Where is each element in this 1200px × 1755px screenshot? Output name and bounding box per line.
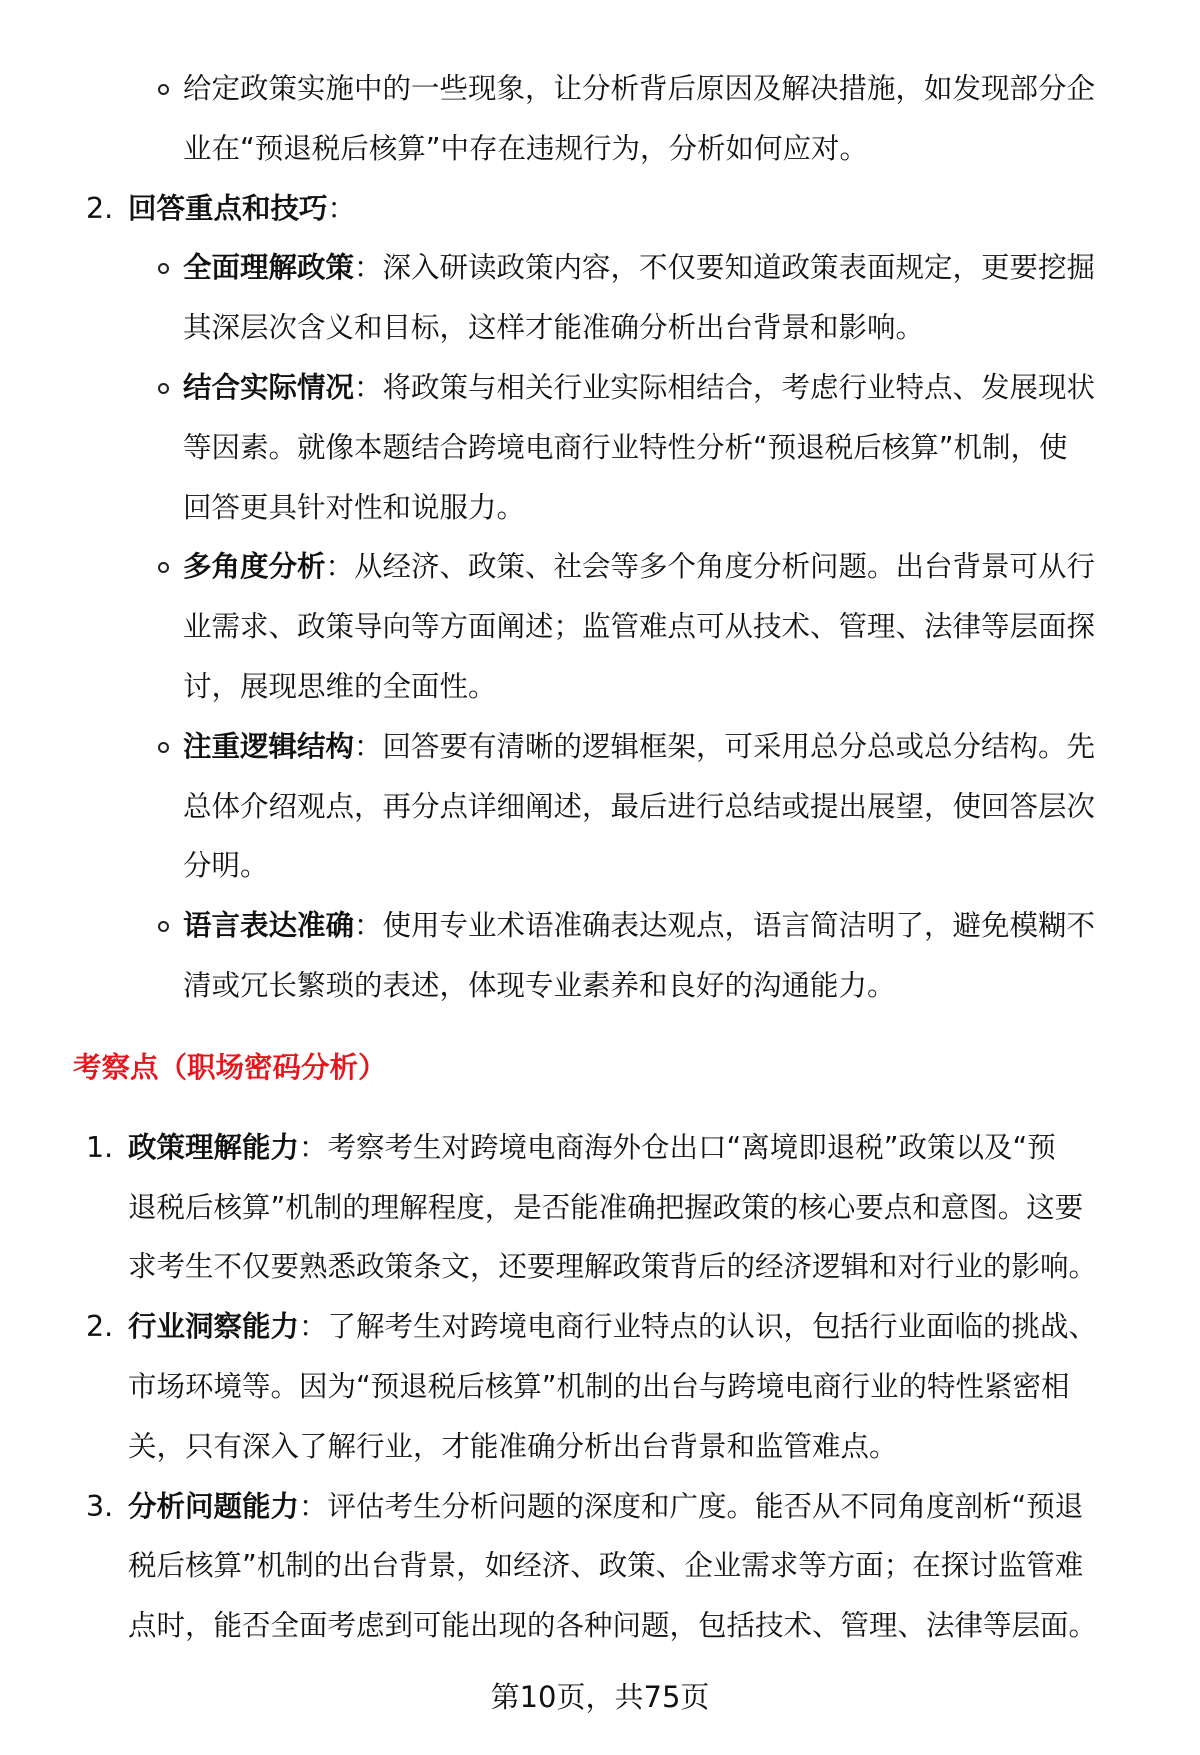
bullet-icon (158, 562, 169, 573)
item-text: ：了解考生对跨境电商行业特点的认识，包括行业面临的挑战、 (299, 1310, 1098, 1344)
item-text: 清或冗长繁琐的表述，体现专业素养和良好的沟通能力。 (183, 969, 896, 1002)
item-text: ：考察考生对跨境电商海外仓出口“离境即退税”政策以及“预 (299, 1130, 1056, 1164)
section-title (128, 189, 356, 229)
section-title-colon: ： (327, 191, 357, 225)
text-line (183, 727, 1095, 767)
item-label: 政策理解能力 (128, 1130, 300, 1164)
item-text: 讨，展现思维的全面性。 (183, 670, 497, 703)
text-line (183, 787, 1095, 827)
item-text: 总体介绍观点，再分点详细阐述，最后进行总结或提出展望，使回答层次 (183, 789, 1096, 823)
text-line (128, 1247, 1097, 1287)
item-text: ：深入研读政策内容，不仅要知道政策表面规定，更要挖掘 (354, 251, 1096, 285)
text-line (183, 547, 1095, 587)
item-text: 市场环境等。因为“预退税后核算”机制的出台与跨境电商行业的特性紧密相 (128, 1370, 1070, 1403)
item-label: 注重逻辑结构 (183, 729, 355, 763)
text-line (128, 1307, 1097, 1347)
text-line (128, 1427, 898, 1467)
section-title-label: 回答重点和技巧 (128, 191, 328, 225)
bullet-icon (158, 921, 169, 932)
item-label: 全面理解政策 (183, 251, 355, 285)
list-number: 2. (86, 1310, 114, 1344)
item-text: 分明。 (183, 849, 269, 883)
item-text: 等因素。就像本题结合跨境电商行业特性分析“预退税后核算”机制，使 (183, 430, 1068, 464)
text-line (183, 368, 1095, 408)
text-line (183, 69, 1095, 109)
text-line (128, 1128, 1056, 1168)
item-text: 关，只有深入了解行业，才能准确分析出台背景和监管难点。 (128, 1429, 898, 1463)
bullet-icon (158, 263, 169, 274)
text-line (183, 129, 868, 169)
page-number: 第10页，共75页 (490, 1680, 710, 1714)
item-label: 分析问题能力 (128, 1489, 300, 1523)
text-line (183, 846, 269, 886)
text-line (183, 966, 896, 1006)
bullet-icon (158, 742, 169, 753)
item-text: ：将政策与相关行业实际相结合，考虑行业特点、发展现状 (354, 371, 1096, 404)
item-text: 业在“预退税后核算”中存在违规行为，分析如何应对。 (183, 131, 869, 165)
text-line (128, 1606, 1097, 1646)
text-line (183, 248, 1095, 288)
text-line (183, 607, 1095, 647)
item-text: 退税后核算”机制的理解程度，是否能准确把握政策的核心要点和意图。这要 (128, 1190, 1084, 1224)
text-line (183, 667, 497, 707)
list-number: 3. (86, 1489, 114, 1523)
item-label: 结合实际情况 (183, 371, 355, 404)
item-label: 多角度分析 (183, 550, 326, 584)
text-line (128, 1487, 1083, 1527)
text-line (183, 488, 525, 528)
item-text: 点时，能否全面考虑到可能出现的各种问题，包括技术、管理、法律等层面。 (128, 1609, 1098, 1643)
text-line (183, 428, 1068, 468)
section-heading: 考察点（职场密码分析） (73, 1050, 387, 1084)
item-label: 行业洞察能力 (128, 1310, 300, 1344)
item-text: 业需求、政策导向等方面阐述；监管难点可从技术、管理、法律等层面探 (183, 610, 1096, 644)
text-line (128, 1188, 1083, 1228)
item-text: 给定政策实施中的一些现象，让分析背后原因及解决措施，如发现部分企 (183, 72, 1096, 105)
item-text: 其深层次含义和目标，这样才能准确分析出台背景和影响。 (183, 311, 925, 345)
text-line (128, 1367, 1070, 1407)
text-line (128, 1546, 1083, 1586)
item-label: 语言表达准确 (183, 909, 355, 943)
bullet-icon (158, 383, 169, 394)
text-line (183, 308, 924, 348)
item-text: ：回答要有清晰的逻辑框架，可采用总分总或总分结构。先 (354, 729, 1096, 763)
text-line (183, 906, 1095, 946)
list-number: 2. (86, 191, 114, 225)
item-text: ：评估考生分析问题的深度和广度。能否从不同角度剖析“预退 (299, 1489, 1084, 1523)
bullet-icon (158, 84, 169, 95)
item-text: ：使用专业术语准确表达观点，语言简洁明了，避免模糊不 (354, 909, 1096, 943)
item-text: 求考生不仅要熟悉政策条文，还要理解政策背后的经济逻辑和对行业的影响。 (128, 1250, 1098, 1284)
item-text: 税后核算”机制的出台背景，如经济、政策、企业需求等方面；在探讨监管难 (128, 1549, 1084, 1583)
item-text: ：从经济、政策、社会等多个角度分析问题。出台背景可从行 (325, 550, 1096, 584)
list-number: 1. (86, 1130, 114, 1164)
item-text: 回答更具针对性和说服力。 (183, 490, 526, 524)
